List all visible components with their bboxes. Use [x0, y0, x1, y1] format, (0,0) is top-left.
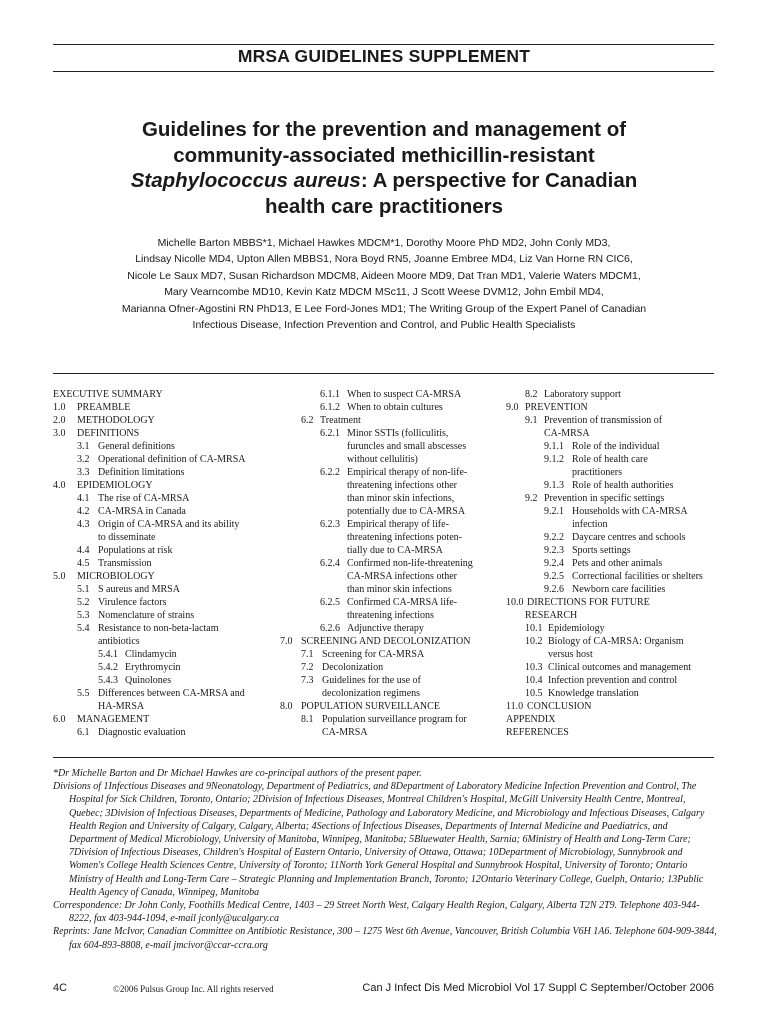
toc-entry-title: POPULATION SURVEILLANCE: [301, 701, 440, 712]
toc-entry-title: infection: [572, 519, 608, 530]
toc-entry: [506, 518, 721, 531]
author-list: [68, 235, 700, 333]
toc-entry-title: EPIDEMIOLOGY: [77, 480, 153, 491]
toc-entry-title: Households with CA-MRSA: [572, 506, 688, 517]
author-line: Lindsay Nicolle MD4, Upton Allen MBBS1, Nora Boyd RN5, Joanne Embree MD4, Liz Van Horne RN CIC6,: [135, 253, 633, 266]
author-line: Mary Vearncombe MD10, Kevin Katz MDCM MSc11, J Scott Weese DVM12, John Embil MD4,: [164, 286, 604, 299]
toc-entry-title: Treatment: [320, 415, 361, 426]
toc-entry: [280, 622, 505, 635]
toc-entry: [280, 544, 505, 557]
toc-entry-number: 5.1: [77, 584, 90, 595]
toc-entry: [53, 583, 263, 596]
toc-entry-number: 10.0: [506, 597, 524, 608]
toc-entry-title: Clinical outcomes and management: [548, 662, 692, 673]
toc-entry-number: 6.1.2: [320, 402, 340, 413]
toc-entry-title: APPENDIX: [506, 714, 556, 725]
toc-entry: [53, 440, 263, 453]
supplement-title: MRSA GUIDELINES SUPPLEMENT: [237, 46, 531, 66]
toc-entry-number: 5.4.2: [98, 662, 118, 673]
toc-entry: [280, 674, 505, 687]
article-title: [84, 117, 684, 219]
toc-entry-title: Infection prevention and control: [548, 675, 678, 686]
toc-entry: [53, 713, 263, 726]
toc-entry-number: 9.1.3: [544, 480, 564, 491]
toc-entry-title: PREAMBLE: [77, 402, 131, 413]
toc-entry: [506, 713, 721, 726]
toc-entry-number: 5.4: [77, 623, 90, 634]
toc-entry-title: than minor skin infections,: [347, 493, 455, 504]
toc-entry: [506, 544, 721, 557]
toc-entry: [53, 518, 263, 531]
toc-entry-title: S aureus and MRSA: [98, 584, 180, 595]
reprints-note: Reprints: Jane McIvor, Canadian Committee on Antibiotic Resistance, 300 – 1275 West 6th Avenue, Vancouver, British Columbia V6H 1A6. Telephone 604-909-3844, fax 604-893-8808, e-mail jmcivor@ccar-ccra.org: [53, 926, 717, 951]
toc-entry: [506, 479, 721, 492]
toc-entry-title: CONCLUSION: [527, 701, 592, 712]
author-line: Infectious Disease, Infection Prevention and Control, and Public Health Specialists: [192, 319, 576, 332]
toc-entry-number: 9.1: [525, 415, 538, 426]
toc-entry: [506, 388, 721, 401]
toc-entry-title: SCREENING AND DECOLONIZATION: [301, 636, 471, 647]
toc-entry-number: 7.1: [301, 649, 314, 660]
toc-entry: [53, 531, 263, 544]
title-line-2: community-associated methicillin-resistant: [173, 143, 595, 167]
toc-entry-number: 3.3: [77, 467, 90, 478]
toc-entry: [506, 557, 721, 570]
toc-entry-title: Screening for CA-MRSA: [322, 649, 425, 660]
toc-entry: [53, 674, 263, 687]
toc-entry: [280, 492, 505, 505]
author-line: Marianna Ofner-Agostini RN PhD13, E Lee Ford-Jones MD1; The Writing Group of the Expert Panel of Canadian: [121, 302, 647, 315]
toc-entry-number: 6.2.5: [320, 597, 340, 608]
toc-entry: [280, 466, 505, 479]
toc-entry-title: Empirical therapy of non-life-: [347, 467, 468, 478]
toc-entry: [506, 635, 721, 648]
toc-entry-title: threatening infections: [347, 610, 434, 621]
toc-entry: [506, 726, 721, 739]
toc-entry-title: threatening infections other: [347, 480, 457, 491]
toc-entry-title: Sports settings: [572, 545, 631, 556]
toc-entry-title: Transmission: [98, 558, 152, 569]
toc-entry-number: 10.5: [525, 688, 543, 699]
toc-entry: [506, 661, 721, 674]
toc-entry: [53, 544, 263, 557]
toc-entry-title: Origin of CA-MRSA and its ability: [98, 519, 240, 530]
toc-entry: [506, 453, 721, 466]
toc-entry-number: 7.2: [301, 662, 314, 673]
toc-entry-title: Knowledge translation: [548, 688, 639, 699]
toc-entry: [280, 453, 505, 466]
toc-entry-number: 9.0: [506, 402, 519, 413]
toc-entry-number: 6.2.2: [320, 467, 340, 478]
notes-top-rule: [53, 757, 714, 758]
toc-entry-title: Role of the individual: [572, 441, 660, 452]
toc-entry-title: Definition limitations: [98, 467, 185, 478]
toc-entry-title: Role of health care: [572, 454, 648, 465]
title-line-1: Guidelines for the prevention and management of: [141, 118, 627, 141]
toc-entry-title: CA-MRSA in Canada: [98, 506, 186, 517]
toc-entry-title: REFERENCES: [506, 727, 569, 738]
toc-entry-number: 7.3: [301, 675, 314, 686]
toc-entry: [506, 700, 721, 713]
toc-entry-title: Differences between CA-MRSA and: [98, 688, 245, 699]
toc-entry-number: 8.1: [301, 714, 314, 725]
toc-entry-title: When to suspect CA-MRSA: [347, 389, 462, 400]
toc-entry-number: 9.2.6: [544, 584, 564, 595]
toc-entry: [506, 505, 721, 518]
toc-entry: [53, 479, 263, 492]
toc-entry-title: Adjunctive therapy: [347, 623, 424, 634]
toc-entry-title: General definitions: [98, 441, 175, 452]
toc-entry: [280, 687, 505, 700]
toc-entry-title: potentially due to CA-MRSA: [347, 506, 466, 517]
toc-entry-number: 4.3: [77, 519, 90, 530]
toc-entry: [506, 401, 721, 414]
toc-entry-number: 6.2.3: [320, 519, 340, 530]
title-line-4: health care practitioners: [264, 194, 504, 218]
toc-entry: [53, 661, 263, 674]
author-line: Michelle Barton MBBS*1, Michael Hawkes MDCM*1, Dorothy Moore PhD MD2, John Conly MD3,: [157, 237, 611, 249]
toc-entry-number: 4.5: [77, 558, 90, 569]
toc-entry: [53, 427, 263, 440]
toc-entry: [53, 687, 263, 700]
toc-entry: [506, 427, 721, 440]
toc-entry-title: Populations at risk: [98, 545, 173, 556]
toc-entry: [53, 453, 263, 466]
toc-entry: [280, 388, 505, 401]
toc-entry: [53, 414, 263, 427]
toc-entry: [280, 427, 505, 440]
toc-entry: [53, 557, 263, 570]
toc-entry-number: 9.2.5: [544, 571, 564, 582]
toc-entry-number: 10.1: [525, 623, 543, 634]
toc-entry: [53, 570, 263, 583]
toc-entry-number: 3.1: [77, 441, 90, 452]
toc-entry-title: decolonization regimens: [322, 688, 421, 699]
toc-entry: [53, 401, 263, 414]
toc-entry: [506, 609, 721, 622]
toc-entry-title: versus host: [548, 649, 593, 660]
toc-entry: [280, 661, 505, 674]
toc-entry-title: practitioners: [572, 467, 622, 478]
toc-entry-number: 8.0: [280, 701, 293, 712]
toc-entry-title: RESEARCH: [525, 610, 578, 621]
top-rule: [53, 44, 714, 45]
toc-entry-number: 6.2.4: [320, 558, 340, 569]
toc-column-3: [506, 388, 721, 739]
toc-entry-title: Virulence factors: [98, 597, 167, 608]
toc-entry-title: Guidelines for the use of: [322, 675, 421, 686]
toc-entry-number: 3.2: [77, 454, 90, 465]
toc-entry: [506, 674, 721, 687]
toc-entry-number: 5.4.1: [98, 649, 118, 660]
toc-entry-title: DEFINITIONS: [77, 428, 140, 439]
toc-entry-number: 4.2: [77, 506, 90, 517]
copyright: ©2006 Pulsus Group Inc. All rights reserved: [113, 984, 274, 994]
toc-entry-number: 9.2: [525, 493, 538, 504]
toc-entry-title: When to obtain cultures: [347, 402, 443, 413]
toc-entry-number: 5.2: [77, 597, 90, 608]
toc-entry-title: METHODOLOGY: [77, 415, 155, 426]
footnotes: [53, 767, 717, 952]
toc-entry: [53, 700, 263, 713]
toc-entry-number: 4.0: [53, 480, 66, 491]
toc-entry: [506, 648, 721, 661]
toc-entry: [506, 414, 721, 427]
toc-entry: [280, 479, 505, 492]
toc-entry: [53, 648, 263, 661]
toc-entry-title: antibiotics: [98, 636, 140, 647]
toc-entry: [280, 583, 505, 596]
title-line-3: [84, 168, 684, 194]
toc-entry-title: Pets and other animals: [572, 558, 663, 569]
toc-entry-number: 1.0: [53, 402, 66, 413]
toc-entry-title: threatening infections poten-: [347, 532, 462, 543]
toc-entry-title: EXECUTIVE SUMMARY: [53, 389, 163, 400]
toc-entry-title: tially due to CA-MRSA: [347, 545, 443, 556]
toc-entry: [280, 635, 505, 648]
page-number: 4C: [53, 982, 68, 994]
toc-entry: [53, 635, 263, 648]
toc-entry: [506, 596, 721, 609]
toc-entry-title: MICROBIOLOGY: [77, 571, 155, 582]
toc-entry-title: Decolonization: [322, 662, 384, 673]
toc-entry-title: Newborn care facilities: [572, 584, 666, 595]
toc-entry-number: 10.3: [525, 662, 543, 673]
toc-entry-number: 6.1.1: [320, 389, 340, 400]
toc-entry: [506, 531, 721, 544]
toc-entry: [280, 557, 505, 570]
toc-entry: [280, 570, 505, 583]
toc-entry-number: 9.2.3: [544, 545, 564, 556]
toc-entry-title: Laboratory support: [544, 389, 621, 400]
toc-entry: [280, 531, 505, 544]
toc-entry: [53, 596, 263, 609]
toc-entry-number: 11.0: [506, 701, 524, 712]
toc-entry: [506, 492, 721, 505]
toc-entry: [280, 713, 505, 726]
toc-entry-number: 9.2.2: [544, 532, 564, 543]
toc-entry-number: 4.4: [77, 545, 90, 556]
toc-entry-title: Epidemiology: [548, 623, 605, 634]
toc-entry-title: CA-MRSA: [322, 727, 368, 738]
toc-entry-title: DIRECTIONS FOR FUTURE: [527, 597, 650, 608]
toc-entry: [280, 401, 505, 414]
toc-entry: [280, 440, 505, 453]
toc-entry-title: Confirmed non-life-threatening: [347, 558, 473, 569]
toc-entry: [506, 622, 721, 635]
title-line-3-rest: : A perspective for Canadian: [360, 169, 638, 192]
toc-entry-title: Population surveillance program for: [322, 714, 467, 725]
toc-top-rule: [53, 373, 714, 374]
toc-entry-title: Quinolones: [125, 675, 172, 686]
toc-entry-number: 5.4.3: [98, 675, 118, 686]
toc-entry: [53, 609, 263, 622]
title-species: Staphylococcus aureus: [130, 169, 361, 192]
toc-entry: [506, 687, 721, 700]
toc-entry: [280, 505, 505, 518]
toc-entry-number: 5.3: [77, 610, 90, 621]
toc-entry-title: Operational definition of CA-MRSA: [98, 454, 246, 465]
toc-entry: [506, 570, 721, 583]
toc-entry-number: 9.2.4: [544, 558, 564, 569]
toc-entry: [506, 440, 721, 453]
toc-entry-title: Role of health authorities: [572, 480, 674, 491]
toc-entry-title: Diagnostic evaluation: [98, 727, 186, 738]
journal-citation: Can J Infect Dis Med Microbiol Vol 17 Suppl C September/October 2006: [362, 982, 714, 994]
toc-entry-number: 7.0: [280, 636, 293, 647]
toc-entry-number: 6.1: [77, 727, 90, 738]
toc-entry-title: without cellulitis): [347, 454, 418, 465]
toc-entry: [53, 492, 263, 505]
toc-entry: [53, 466, 263, 479]
toc-entry-title: Nomenclature of strains: [98, 610, 195, 621]
toc-entry-number: 5.0: [53, 571, 66, 582]
toc-entry-title: Daycare centres and schools: [572, 532, 686, 543]
toc-entry-number: 5.5: [77, 688, 90, 699]
toc-entry-title: PREVENTION: [525, 402, 588, 413]
toc-entry-title: Minor SSTIs (folliculitis,: [347, 428, 449, 439]
toc-entry-title: Biology of CA-MRSA: Organism: [548, 636, 684, 647]
toc-entry: [53, 726, 263, 739]
toc-column-1: [53, 388, 263, 739]
author-line: Nicole Le Saux MD7, Susan Richardson MDCM8, Aideen Moore MD9, Dat Tran MD1, Valerie Waters MDCM1,: [127, 269, 641, 282]
toc-entry-title: Resistance to non-beta-lactam: [98, 623, 219, 634]
toc-entry-title: Prevention of transmission of: [544, 415, 663, 426]
toc-entry: [506, 583, 721, 596]
toc-entry: [280, 648, 505, 661]
toc-entry-title: Correctional facilities or shelters: [572, 571, 703, 582]
toc-entry: [280, 518, 505, 531]
toc-entry-title: Empirical therapy of life-: [347, 519, 449, 530]
toc-entry-number: 2.0: [53, 415, 66, 426]
toc-entry: [280, 609, 505, 622]
toc-entry-number: 4.1: [77, 493, 90, 504]
toc-entry-title: to disseminate: [98, 532, 156, 543]
toc-entry-number: 6.2: [301, 415, 314, 426]
toc-entry-title: than minor skin infections: [347, 584, 452, 595]
toc-entry: [280, 596, 505, 609]
toc-entry-number: 10.4: [525, 675, 543, 686]
toc-entry-number: 9.1.1: [544, 441, 564, 452]
header-rule: [53, 71, 714, 72]
toc-entry-number: 9.2.1: [544, 506, 564, 517]
toc-entry: [53, 505, 263, 518]
toc-entry-title: furuncles and small abscesses: [347, 441, 467, 452]
toc-entry-title: Confirmed CA-MRSA life-: [347, 597, 457, 608]
toc-entry-number: 6.2.1: [320, 428, 340, 439]
toc-entry: [280, 726, 505, 739]
toc-entry-title: Clindamycin: [125, 649, 177, 660]
toc-entry-title: CA-MRSA: [544, 428, 590, 439]
toc-entry: [280, 414, 505, 427]
toc-entry-number: 6.0: [53, 714, 66, 725]
toc-entry-title: The rise of CA-MRSA: [98, 493, 190, 504]
toc-entry-number: 10.2: [525, 636, 543, 647]
toc-entry: [53, 622, 263, 635]
toc-entry: [506, 466, 721, 479]
toc-entry-number: 9.1.2: [544, 454, 564, 465]
toc-entry-title: CA-MRSA infections other: [347, 571, 457, 582]
affiliations-note: Divisions of 1Infectious Diseases and 9Neonatology, Department of Pediatrics, and 8Department of Laboratory Medicine Infection Prevention and Control, The Hospital for Sick Children, Toronto, Ontario; 2Division of Infectious Diseases, Montreal Children's Hospital, McGill University Health Centre, Montreal, Quebec; 3Division of Infectious Diseases, Departments of Medicine, Pathology and Laboratory Medicine, and Microbiology and Infectious Diseases, Calgary Health Region and University of Calgary, Calgary, Alberta; 4Sections of Infectious Diseases, Departments of Internal Medicine and Paediatrics, and Department of Medical Microbiology, University of Manitoba, Winnipeg, Manitoba; 5Bluewater Health, Sarnia; 6Ministry of Health and Long-Term Care; 7Division of Infectious Diseases, Children's Hospital of Eastern Ontario, University of Ottawa, Ottawa; 10Department of Microbiology, Sunnybrook and Women's College Health Sciences Centre, University of Toronto; 11North York General Hospital and Sunnybrook Hospital, University of Toronto; Ontario Ministry of Health and Long-Term Care – Strategic Planning and Implementation Branch, Toronto; 12Ontario Veterinary College, Guelph, Ontario; 13Public Health Agency of Canada, Winnipeg, Manitoba: [53, 781, 705, 898]
toc-entry-number: 8.2: [525, 389, 538, 400]
toc-entry-title: Erythromycin: [125, 662, 181, 673]
toc-entry-number: 6.2.6: [320, 623, 340, 634]
toc-entry-title: HA-MRSA: [98, 701, 145, 712]
toc-entry: [53, 388, 263, 401]
toc-entry-number: 3.0: [53, 428, 66, 439]
toc-entry-title: Prevention in specific settings: [544, 493, 665, 504]
toc-entry-title: MANAGEMENT: [77, 714, 150, 725]
co-author-note: *Dr Michelle Barton and Dr Michael Hawkes are co-principal authors of the present paper.: [53, 768, 422, 779]
correspondence-note: Correspondence: Dr John Conly, Foothills Medical Centre, 1403 – 29 Street North West, Calgary Health Region, Calgary, Alberta T2N 2T9. Telephone 403-944-8222, fax 403-944-1094, e-mail jconly@ucalgary.ca: [53, 900, 700, 925]
toc-entry: [280, 700, 505, 713]
toc-column-2: [280, 388, 505, 739]
